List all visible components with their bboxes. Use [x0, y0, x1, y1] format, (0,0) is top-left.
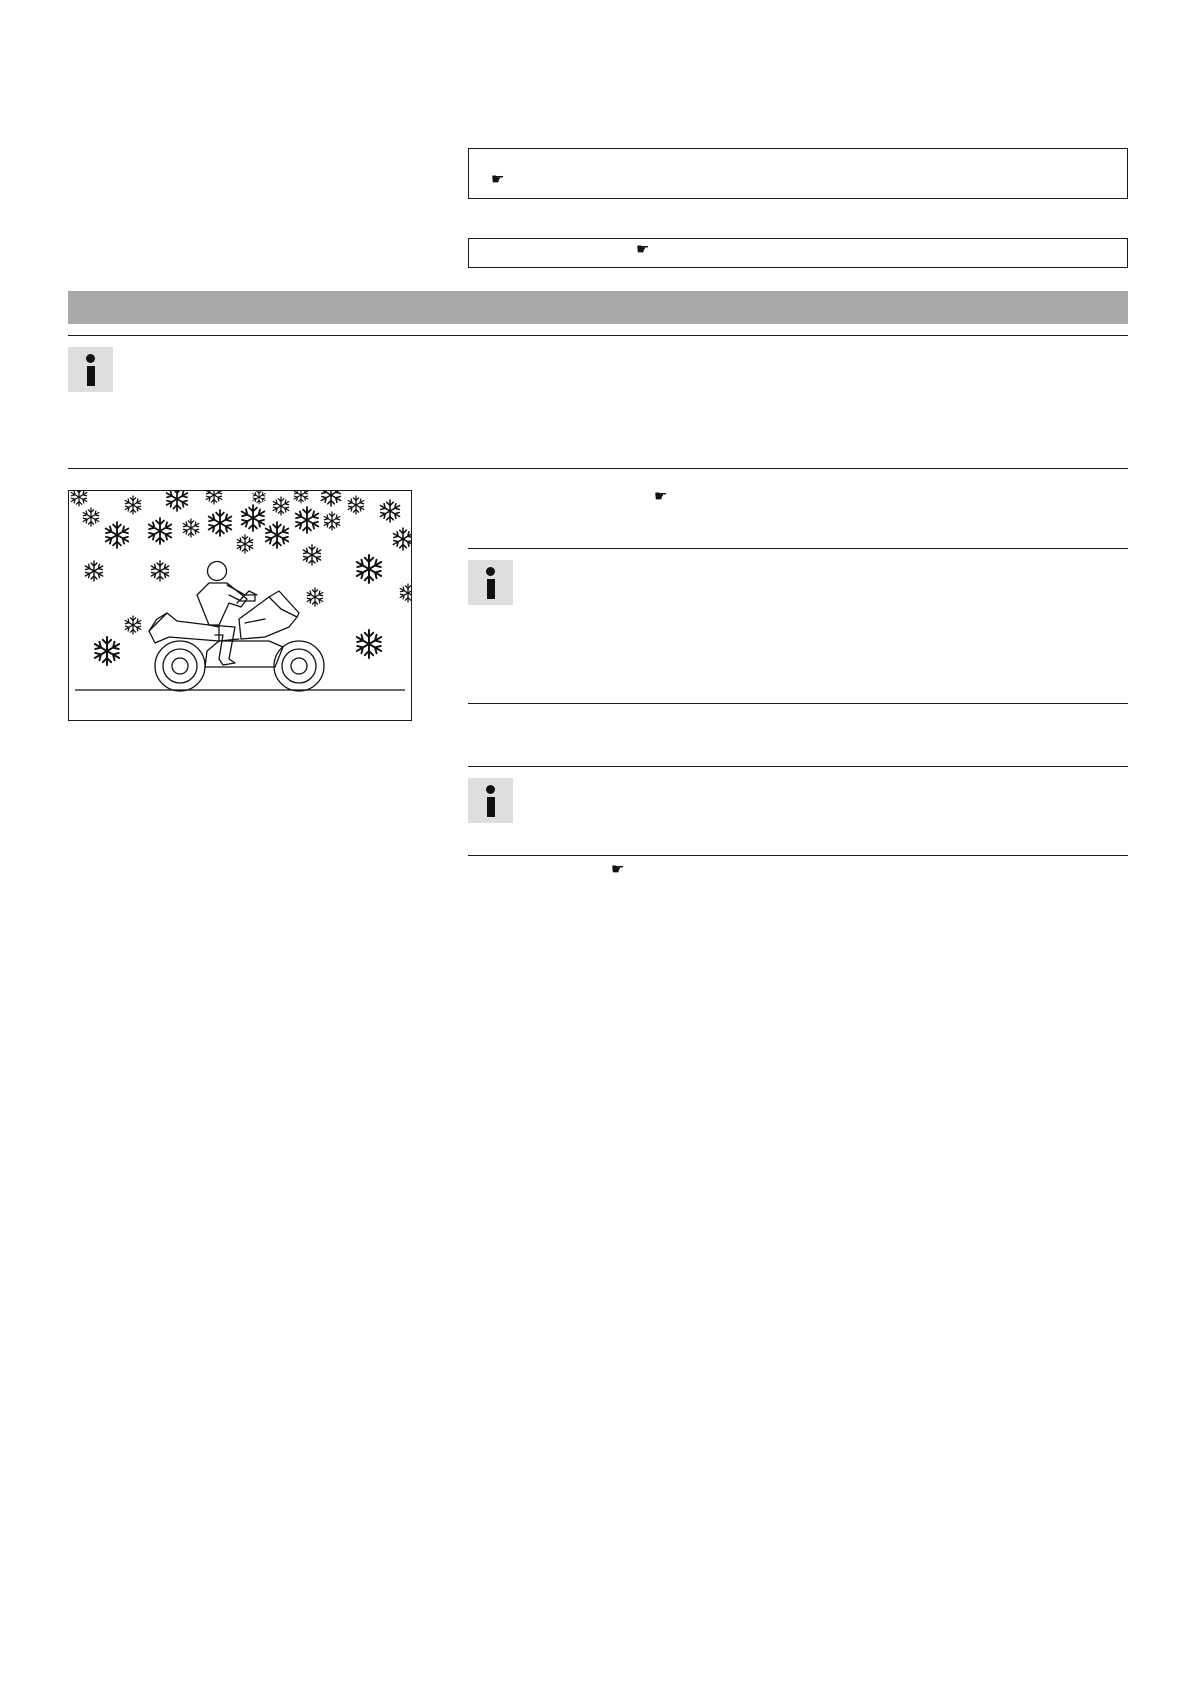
reference-box-2 [468, 238, 1128, 268]
note-top-rule [468, 548, 1128, 549]
info-icon [468, 778, 513, 823]
atv-rider-illustration [69, 491, 411, 720]
note-top-rule [468, 766, 1128, 767]
note-bottom-rule [468, 855, 1128, 856]
note-bottom-rule [468, 703, 1128, 704]
winter-riding-figure [68, 490, 412, 721]
reference-box-1 [468, 148, 1128, 199]
section-header-bar [68, 291, 1128, 324]
pointing-hand-icon: ☛ [654, 487, 668, 505]
note-bottom-rule [68, 468, 1128, 469]
info-icon [68, 347, 113, 392]
pointing-hand-icon: ☛ [491, 170, 505, 188]
note-top-rule [68, 335, 1128, 336]
pointing-hand-icon: ☛ [611, 860, 625, 878]
info-icon [468, 560, 513, 605]
pointing-hand-icon: ☛ [636, 240, 650, 258]
